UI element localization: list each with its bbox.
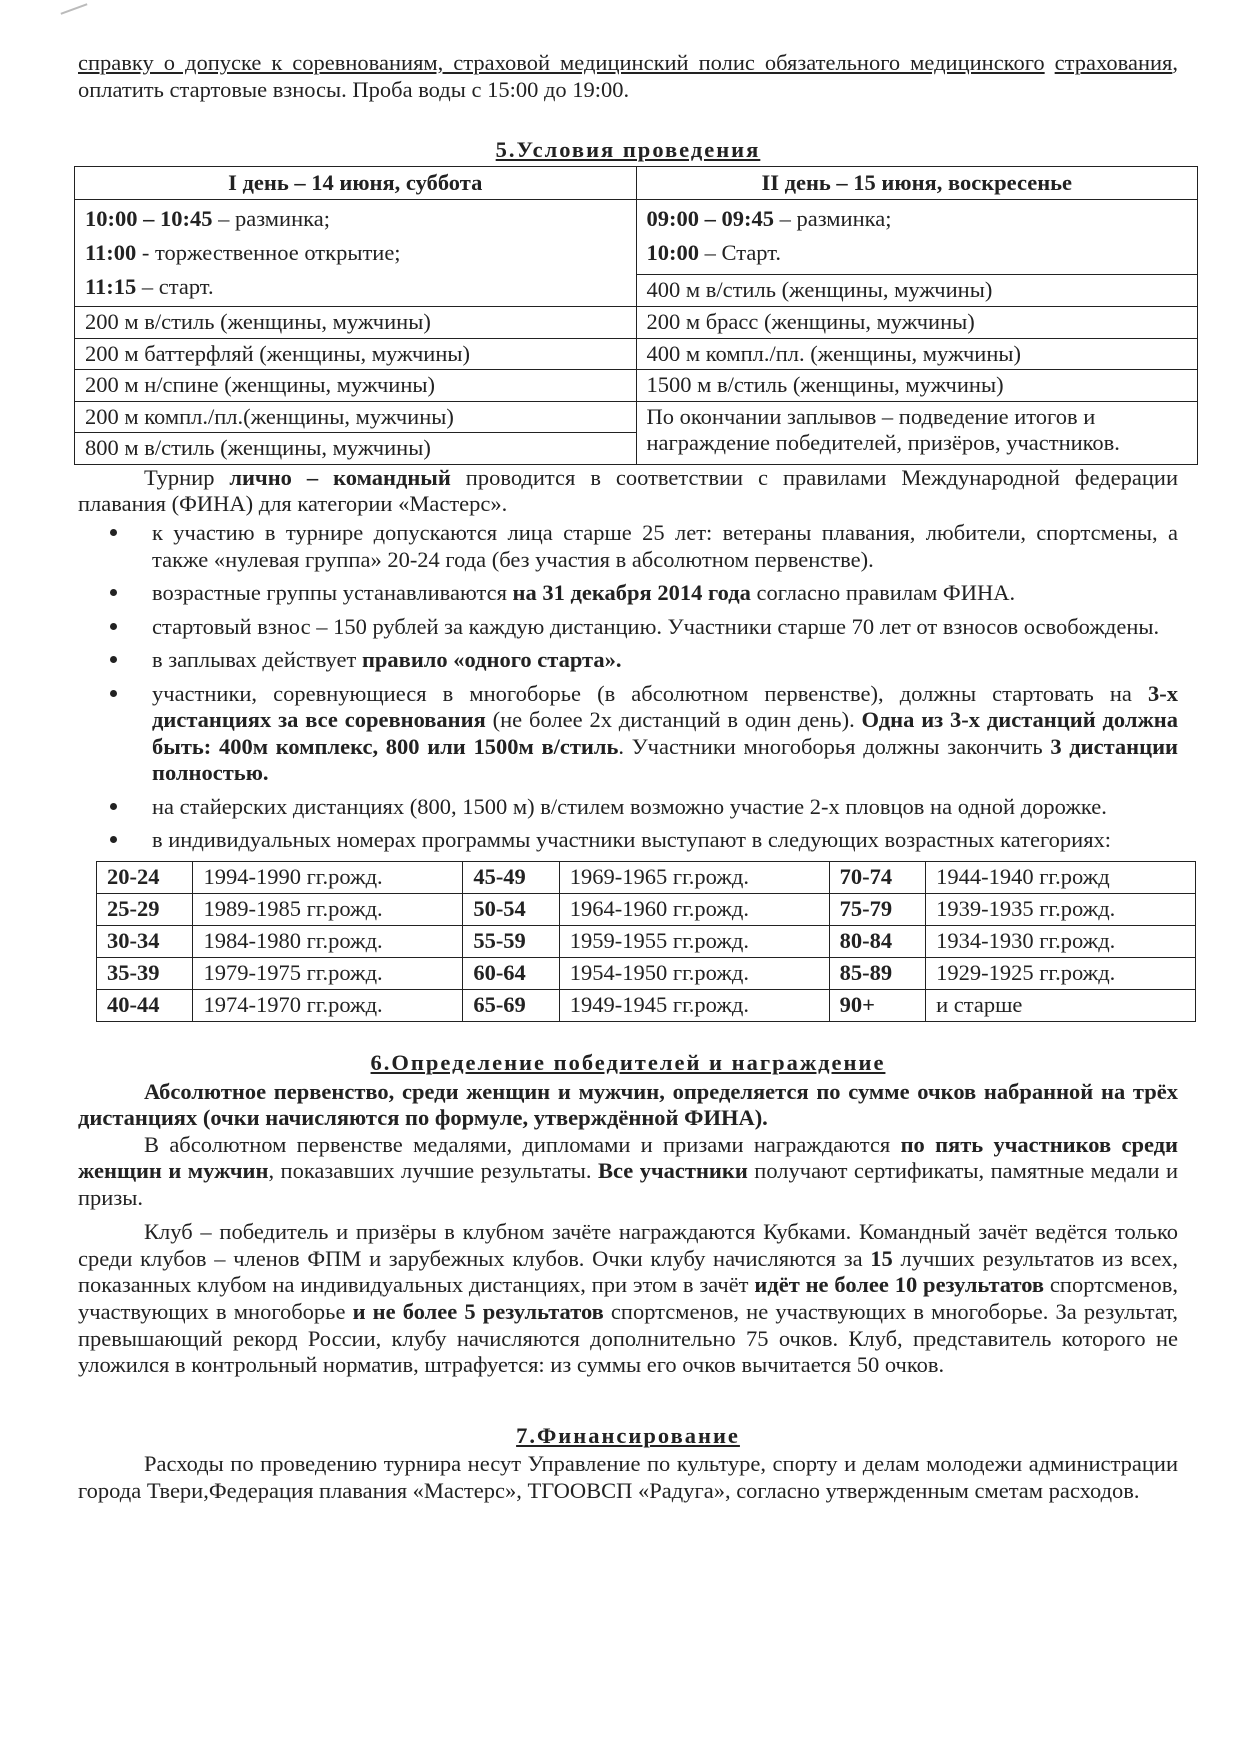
rule-item-7: в индивидуальных номерах программы участники выступают в следующих возрастных категориях: [78, 827, 1178, 854]
birth-years: 1979-1975 гг.рожд. [193, 958, 463, 990]
day2-start-time: 10:00 [646, 240, 699, 266]
birth-years: 1944-1940 гг.рожд [926, 862, 1196, 894]
age-group: 25-29 [97, 894, 193, 926]
rule5-e: . Участники многоборья должны закончить [618, 733, 1051, 759]
intro-paragraph [78, 50, 1178, 103]
age-row [97, 958, 1196, 990]
age-group: 90+ [829, 990, 925, 1022]
age-group: 55-59 [463, 926, 559, 958]
intro-line1: справку о допуске к соревнованиям, страховой медицинский полис обязательного медицинского [78, 50, 1045, 75]
day1-event-5: 800 м в/стиль (женщины, мужчины) [75, 433, 637, 465]
rule-item-3: стартовый взнос – 150 рублей за каждую дистанцию. Участники старше 70 лет от взносов освобождены. [78, 614, 1178, 641]
scan-mark [61, 3, 88, 14]
day1-event-4: 200 м компл./пл.(женщины, мужчины) [75, 401, 637, 433]
age-group: 20-24 [97, 862, 193, 894]
birth-years: 1954-1950 гг.рожд. [559, 958, 829, 990]
age-row [97, 990, 1196, 1022]
s6p2-c: , показавших лучшие результаты. [268, 1158, 598, 1184]
day2-event-4: 1500 м в/стиль (женщины, мужчины) [636, 370, 1198, 402]
intro-line2-rest: , оплатить стартовые взносы. Проба воды с 15:00 до 19:00. [78, 50, 1178, 102]
day1-event-1: 200 м в/стиль (женщины, мужчины) [75, 307, 637, 339]
age-groups-table [96, 861, 1196, 1022]
day1-header: I день – 14 июня, суббота [75, 166, 637, 200]
document-page [78, 50, 1178, 1504]
day1-warmup-text: – разминка; [212, 206, 330, 232]
age-group: 40-44 [97, 990, 193, 1022]
rule-item-1: к участию в турнире допускаются лица старше 25 лет: ветераны плавания, любители, спортсмены, а также «нулевая группа» 20-24 года (без участия в абсолютном первенстве). [78, 520, 1178, 573]
s6p2-e: получают сертификаты, памятные медали и призы. [78, 1158, 1178, 1210]
birth-years: 1959-1955 гг.рожд. [559, 926, 829, 958]
day1-warmup-time: 10:00 – 10:45 [85, 206, 213, 232]
birth-years: 1949-1945 гг.рожд. [559, 990, 829, 1022]
day1-open-time: 11:00 [85, 240, 137, 266]
s6p2-d: Все участники [598, 1158, 748, 1184]
rule4-b: правило «одного старта». [361, 647, 622, 673]
day2-warmup-time: 09:00 – 09:45 [646, 206, 774, 232]
tournament-paragraph [78, 465, 1178, 518]
age-group: 60-64 [463, 958, 559, 990]
intro-line2-underlined: страхования [1054, 50, 1173, 75]
tournament-text-c: проводится в соответствии с правилами Международной федерации плавания (ФИНА) для категории «Мастерс». [78, 464, 1178, 517]
rule-item-2 [78, 580, 1178, 607]
rule-item-5 [78, 681, 1178, 787]
rule5-a: участники, соревнующиеся в многоборье (в абсолютном первенстве), должны стартовать на [152, 680, 1148, 706]
birth-years: 1934-1930 гг.рожд. [926, 926, 1196, 958]
rule5-d: Одна из 3-х дистанций должна быть: 400м комплекс, 800 или 1500м в/стиль [152, 707, 1178, 759]
day2-closing: По окончании заплывов – подведение итогов и награждение победителей, призёров, участников. [636, 401, 1198, 464]
birth-years: 1929-1925 гг.рожд. [926, 958, 1196, 990]
age-group: 35-39 [97, 958, 193, 990]
s6p3-g: спортсменов, не участвующих в многоборье. За результат, превышающий рекорд России, клубу начисляются дополнительно 75 очков. Клуб, представитель которого не уложился в контрольный норматив, штрафуется: из суммы его очков вычитается 50 очков. [78, 1298, 1178, 1378]
tournament-text-a: Турнир [144, 464, 230, 490]
tournament-text-bold: лично – командный [229, 464, 451, 490]
s6p2-a: В абсолютном первенстве медалями, дипломами и призами награждаются [144, 1131, 901, 1157]
section6-title: 6.Определение победителей и награждение [370, 1050, 886, 1076]
rule5-b: 3-х дистанциях за все соревнования [152, 680, 1178, 733]
rule4-a: в заплывах действует [152, 647, 362, 673]
day2-start-text: – Старт. [699, 240, 782, 266]
age-group: 50-54 [463, 894, 559, 926]
age-group: 65-69 [463, 990, 559, 1022]
age-row [97, 926, 1196, 958]
s6p3-c: лучших результатов из всех, показанных клубом на индивидуальных дистанциях, при этом в зачёт [78, 1245, 1178, 1298]
day1-start-text: – старт. [136, 274, 214, 300]
age-row [97, 894, 1196, 926]
birth-years: 1984-1980 гг.рожд. [193, 926, 463, 958]
day1-opening-cell [75, 200, 637, 307]
rule2-b: на 31 декабря 2014 года [512, 580, 751, 606]
rule2-c: согласно правилам ФИНА. [750, 580, 1016, 606]
age-group: 75-79 [829, 894, 925, 926]
day2-header: II день – 15 июня, воскресенье [636, 166, 1198, 200]
s6p3-a: Клуб – победитель и призёры в клубном зачёте награждаются Кубками. Командный зачёт ведётся только среди клубов – членов ФПМ и зарубежных клубов. Очки клубу начисляются за [78, 1219, 1178, 1271]
day1-event-2: 200 м баттерфляй (женщины, мужчины) [75, 338, 637, 370]
day2-event-1: 400 м в/стиль (женщины, мужчины) [636, 274, 1198, 306]
birth-years: 1969-1965 гг.рожд. [559, 862, 829, 894]
s6p2-b: по пять участников среди женщин и мужчин [78, 1131, 1178, 1184]
day2-event-2: 200 м брасс (женщины, мужчины) [636, 307, 1198, 339]
rule2-a: возрастные группы устанавливаются [152, 580, 513, 606]
age-group: 30-34 [97, 926, 193, 958]
age-row [97, 862, 1196, 894]
birth-years: 1974-1970 гг.рожд. [193, 990, 463, 1022]
age-group: 80-84 [829, 926, 925, 958]
birth-years: 1964-1960 гг.рожд. [559, 894, 829, 926]
schedule-table [74, 166, 1198, 465]
s6p3-f: и не более 5 результатов [352, 1298, 604, 1324]
rule-item-4 [78, 647, 1178, 674]
day1-event-3: 200 м н/спине (женщины, мужчины) [75, 370, 637, 402]
s6p3-e: спортсменов, участвующих в многоборье [78, 1272, 1179, 1324]
birth-years: и старше [926, 990, 1196, 1022]
day2-warmup-text: – разминка; [774, 206, 892, 232]
section6-paragraph-1: Абсолютное первенство, среди женщин и мужчин, определяется по сумме очков набранной на трёх дистанциях (очки начисляются по формуле, утверждённой ФИНА). [78, 1078, 1178, 1131]
rules-list [78, 520, 1178, 854]
section7-paragraph: Расходы по проведению турнира несут Управление по культуре, спорту и делам молодежи администрации города Твери,Федерация плавания «Мастерс», ТГООВСП «Радуга», согласно утвержденным сметам расходов. [78, 1451, 1178, 1503]
rule5-f: 3 дистанции полностью. [152, 733, 1179, 786]
day2-opening-cell [636, 200, 1198, 275]
day1-start-time: 11:15 [85, 274, 137, 300]
age-group: 45-49 [463, 862, 559, 894]
rule5-c: (не более 2х дистанций в один день). [485, 707, 862, 733]
age-group: 85-89 [829, 958, 925, 990]
s6p3-d: идёт не более 10 результатов [754, 1272, 1045, 1298]
section5-title: 5.Условия проведения [495, 137, 761, 163]
day1-open-text: - торжественное открытие; [136, 240, 401, 266]
birth-years: 1994-1990 гг.рожд. [193, 862, 463, 894]
age-group: 70-74 [829, 862, 925, 894]
section7-title: 7.Финансирование [516, 1422, 740, 1448]
section6-paragraph-2 [78, 1132, 1178, 1212]
birth-years: 1939-1935 гг.рожд. [926, 894, 1196, 926]
rule-item-6: на стайерских дистанциях (800, 1500 м) в/стилем возможно участие 2-х пловцов на одной дорожке. [78, 794, 1178, 821]
birth-years: 1989-1985 гг.рожд. [193, 894, 463, 926]
s6p3-b: 15 [870, 1245, 893, 1271]
section6-paragraph-3 [78, 1219, 1178, 1378]
day2-event-3: 400 м компл./пл. (женщины, мужчины) [636, 338, 1198, 370]
